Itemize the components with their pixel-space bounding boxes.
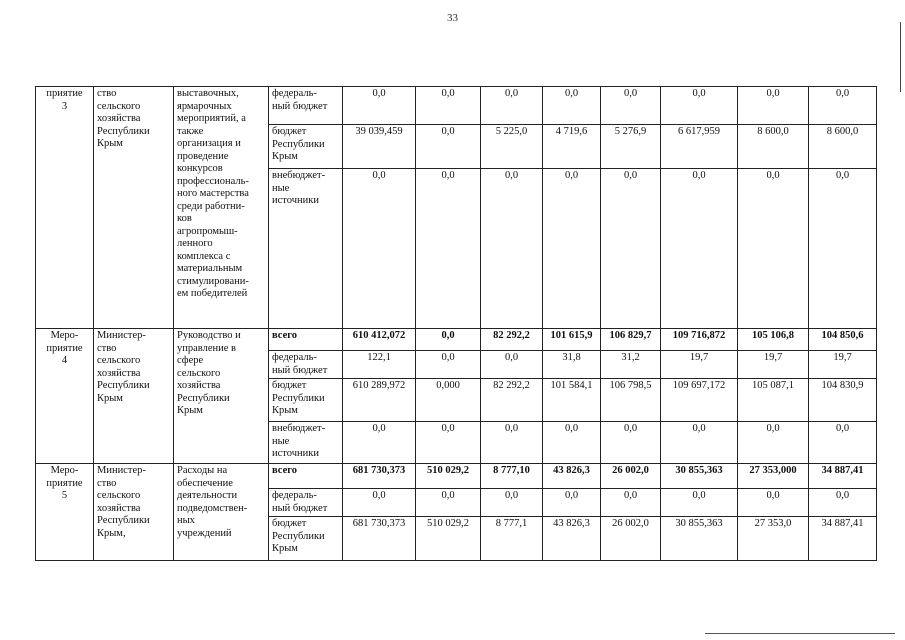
amount-cell: 109 716,872 bbox=[661, 329, 738, 351]
amount-cell: 0,0 bbox=[543, 422, 601, 464]
amount-cell: 0,0 bbox=[343, 489, 416, 517]
amount-cell: 6 617,959 bbox=[661, 125, 738, 169]
amount-cell: 0,0 bbox=[416, 351, 481, 379]
amount-cell: 122,1 bbox=[343, 351, 416, 379]
amount-cell: 510 029,2 bbox=[416, 517, 481, 561]
responsible-executor-cell: ство сельского хозяйства Республики Крым bbox=[94, 87, 174, 329]
table-row bbox=[36, 329, 877, 351]
amount-cell: 5 276,9 bbox=[601, 125, 661, 169]
amount-cell: 34 887,41 bbox=[809, 517, 877, 561]
measure-description-cell: выставочных, ярмарочных мероприятий, а также организация и проведение конкурсов профессиональ- ного мастерства среди работни- ков агропромыш- ленного комплекса с материальным стимулировани- ем победителей bbox=[174, 87, 269, 329]
amount-cell: 31,2 bbox=[601, 351, 661, 379]
amount-cell: 0,0 bbox=[416, 329, 481, 351]
amount-cell: 0,0 bbox=[481, 351, 543, 379]
amount-cell: 26 002,0 bbox=[601, 517, 661, 561]
funding-source-cell: бюджет Республики Крым bbox=[269, 517, 343, 561]
amount-cell: 101 615,9 bbox=[543, 329, 601, 351]
funding-source-cell: всего bbox=[269, 464, 343, 489]
amount-cell: 0,0 bbox=[809, 489, 877, 517]
measure-description-cell: Руководство и управление в сфере сельского хозяйства Республики Крым bbox=[174, 329, 269, 464]
amount-cell: 104 830,9 bbox=[809, 379, 877, 422]
amount-cell: 8 777,10 bbox=[481, 464, 543, 489]
amount-cell: 8 600,0 bbox=[809, 125, 877, 169]
amount-cell: 0,0 bbox=[738, 169, 809, 329]
amount-cell: 0,0 bbox=[661, 489, 738, 517]
amount-cell: 8 600,0 bbox=[738, 125, 809, 169]
amount-cell: 19,7 bbox=[738, 351, 809, 379]
amount-cell: 0,0 bbox=[416, 169, 481, 329]
amount-cell: 0,0 bbox=[738, 87, 809, 125]
amount-cell: 610 412,072 bbox=[343, 329, 416, 351]
funding-source-cell: внебюджет- ные источники bbox=[269, 169, 343, 329]
amount-cell: 681 730,373 bbox=[343, 517, 416, 561]
measure-number-cell: Меро- приятие 4 bbox=[36, 329, 94, 464]
amount-cell: 0,000 bbox=[416, 379, 481, 422]
funding-source-cell: внебюджет- ные источники bbox=[269, 422, 343, 464]
funding-source-cell: федераль- ный бюджет bbox=[269, 87, 343, 125]
measure-number-cell: приятие 3 bbox=[36, 87, 94, 329]
amount-cell: 26 002,0 bbox=[601, 464, 661, 489]
amount-cell: 106 798,5 bbox=[601, 379, 661, 422]
amount-cell: 106 829,7 bbox=[601, 329, 661, 351]
amount-cell: 0,0 bbox=[416, 125, 481, 169]
measure-number-cell: Меро- приятие 5 bbox=[36, 464, 94, 561]
amount-cell: 0,0 bbox=[809, 422, 877, 464]
measure-description-cell: Расходы на обеспечение деятельности подведомствен- ных учреждений bbox=[174, 464, 269, 561]
amount-cell: 0,0 bbox=[738, 422, 809, 464]
amount-cell: 0,0 bbox=[661, 422, 738, 464]
amount-cell: 104 850,6 bbox=[809, 329, 877, 351]
amount-cell: 0,0 bbox=[416, 87, 481, 125]
funding-source-cell: федераль- ный бюджет bbox=[269, 489, 343, 517]
amount-cell: 43 826,3 bbox=[543, 464, 601, 489]
funding-source-cell: бюджет Республики Крым bbox=[269, 125, 343, 169]
amount-cell: 510 029,2 bbox=[416, 464, 481, 489]
scan-edge-mark bbox=[900, 22, 901, 92]
amount-cell: 0,0 bbox=[343, 169, 416, 329]
budget-table bbox=[35, 86, 877, 561]
amount-cell: 19,7 bbox=[809, 351, 877, 379]
amount-cell: 0,0 bbox=[481, 422, 543, 464]
amount-cell: 27 353,0 bbox=[738, 517, 809, 561]
responsible-executor-cell: Министер- ство сельского хозяйства Республики Крым bbox=[94, 329, 174, 464]
amount-cell: 82 292,2 bbox=[481, 329, 543, 351]
amount-cell: 31,8 bbox=[543, 351, 601, 379]
table-row bbox=[36, 87, 877, 125]
funding-source-cell: бюджет Республики Крым bbox=[269, 379, 343, 422]
amount-cell: 0,0 bbox=[601, 489, 661, 517]
amount-cell: 101 584,1 bbox=[543, 379, 601, 422]
amount-cell: 4 719,6 bbox=[543, 125, 601, 169]
amount-cell: 105 087,1 bbox=[738, 379, 809, 422]
amount-cell: 109 697,172 bbox=[661, 379, 738, 422]
amount-cell: 39 039,459 bbox=[343, 125, 416, 169]
amount-cell: 610 289,972 bbox=[343, 379, 416, 422]
scan-bottom-mark bbox=[705, 633, 895, 634]
amount-cell: 82 292,2 bbox=[481, 379, 543, 422]
amount-cell: 34 887,41 bbox=[809, 464, 877, 489]
table-row bbox=[36, 464, 877, 489]
amount-cell: 0,0 bbox=[601, 87, 661, 125]
amount-cell: 27 353,000 bbox=[738, 464, 809, 489]
amount-cell: 0,0 bbox=[543, 489, 601, 517]
amount-cell: 0,0 bbox=[601, 169, 661, 329]
amount-cell: 0,0 bbox=[661, 87, 738, 125]
amount-cell: 0,0 bbox=[809, 87, 877, 125]
funding-source-cell: всего bbox=[269, 329, 343, 351]
page-number: 33 bbox=[447, 12, 458, 24]
funding-source-cell: федераль- ный бюджет bbox=[269, 351, 343, 379]
amount-cell: 0,0 bbox=[481, 169, 543, 329]
responsible-executor-cell: Министер- ство сельского хозяйства Республики Крым, bbox=[94, 464, 174, 561]
amount-cell: 0,0 bbox=[343, 87, 416, 125]
amount-cell: 19,7 bbox=[661, 351, 738, 379]
amount-cell: 0,0 bbox=[481, 489, 543, 517]
amount-cell: 0,0 bbox=[601, 422, 661, 464]
amount-cell: 0,0 bbox=[416, 489, 481, 517]
amount-cell: 0,0 bbox=[416, 422, 481, 464]
amount-cell: 0,0 bbox=[661, 169, 738, 329]
amount-cell: 0,0 bbox=[738, 489, 809, 517]
amount-cell: 30 855,363 bbox=[661, 517, 738, 561]
amount-cell: 8 777,1 bbox=[481, 517, 543, 561]
amount-cell: 5 225,0 bbox=[481, 125, 543, 169]
amount-cell: 0,0 bbox=[343, 422, 416, 464]
amount-cell: 105 106,8 bbox=[738, 329, 809, 351]
amount-cell: 0,0 bbox=[543, 87, 601, 125]
amount-cell: 0,0 bbox=[543, 169, 601, 329]
amount-cell: 30 855,363 bbox=[661, 464, 738, 489]
amount-cell: 43 826,3 bbox=[543, 517, 601, 561]
amount-cell: 681 730,373 bbox=[343, 464, 416, 489]
amount-cell: 0,0 bbox=[809, 169, 877, 329]
amount-cell: 0,0 bbox=[481, 87, 543, 125]
